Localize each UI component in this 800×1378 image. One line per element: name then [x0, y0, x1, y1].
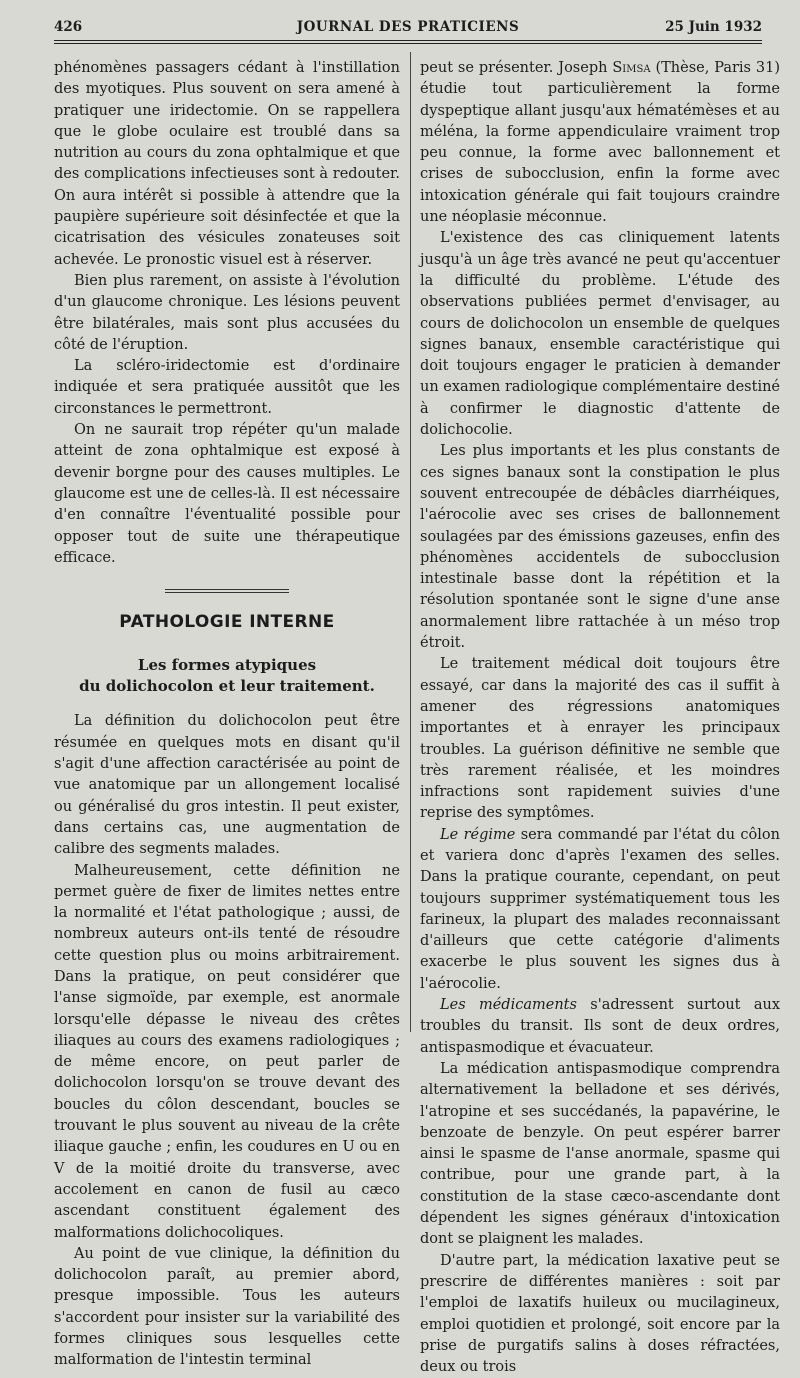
article-title-line: Les formes atypiques	[137, 656, 317, 675]
paragraph: Le traitement médical doit toujours être essayé, car dans la majorité des cas il suffit à amener des régressions anatomiques importantes et à enrayer les principaux troubles. La guérison définitive ne semble que très rarement réalisée, et les moindres infractions sont rapidement suivies d'une reprise des symptômes.	[420, 656, 780, 822]
header-rule	[54, 40, 762, 44]
paragraph: Les plus importants et les plus constants de ces signes banaux sont la constipation le plus souvent entrecoupée de débâcles diarrhéiques, l'aérocolie avec ses crises de ballonnement soulagées par des émissions gazeuses, enfin des phénomènes accidentels de subocclusion intestinale basse dont la répétition et la résolution spontanée sont le signe d'une anse anormalement libre rattachée à un méso trop étroit.	[420, 443, 780, 652]
paragraph: phénomènes passagers cédant à l'instillation des myotiques. Plus souvent on sera amené à pratiquer une iridectomie. On se rappellera que le globe oculaire est troublé dans sa nutrition au cours du zona ophtalmique et que des complications infectieuses sont à redouter. On aura intérêt si possible à attendre que la paupière supérieure soit désinfectée et que la cicatrisation des vésicules zonateuses soit achevée. Le pronostic visuel est à réserver.	[54, 60, 400, 268]
right-column	[420, 58, 780, 1378]
paragraph: La médication antispasmodique comprendra alternativement la belladone et ses dérivés, l'atropine et ses succédanés, la papavérine, le benzoate de benzyle. On peut espérer barrer ainsi le spasme de l'anse anormale, spasme qui contribue, pour une grande part, à la constitution de la stase cæco-ascendante dont dépendent les signes généraux d'intoxication dont se plaignent les malades.	[420, 1060, 780, 1248]
paragraph	[420, 58, 780, 228]
italic-lead: Le régime	[440, 826, 516, 843]
left-column	[54, 58, 400, 1372]
text-run: peut se présenter. Joseph	[420, 60, 613, 76]
paragraph: On ne saurait trop répéter qu'un malade atteint de zona ophtalmique est exposé à devenir borgne pour des causes multiples. Le glaucome est une de celles-là. Il est nécessaire d'en connaître l'éventualité possible pour opposer tout de suite une thérapeutique efficace.	[54, 422, 400, 566]
issue-date: 25 Juin 1932	[665, 19, 762, 35]
page-number: 426	[54, 19, 83, 35]
text-run: (Thèse, Paris 31) étudie tout particulièrement la forme dyspeptique allant jusqu'aux hématémèses et au méléna, la forme appendiculaire vraiment trop peu connue, la forme avec ballonnement et crises de subocclusion, enfin la forme avec intoxication générale qui fait toujours craindre une néoplasie méconnue.	[420, 60, 781, 226]
text-run: s'adressent surtout aux troubles du transit. Ils sont de deux ordres, antispasmodique et évacuateur.	[420, 997, 780, 1056]
paragraph: Bien plus rarement, on assiste à l'évolution d'un glaucome chronique. Les lésions peuvent être bilatérales, mais sont plus accusées du côté de l'éruption.	[54, 272, 400, 353]
article-title	[54, 655, 400, 697]
author-name: Simsa	[612, 60, 651, 76]
paragraph: D'autre part, la médication laxative peut se prescrire de différentes manières : soit par l'emploi de laxatifs huileux ou mucilagineux, emploi quotidien et prolongé, soit encore par la prise de purgatifs salins à doses réfractées, deux ou trois	[420, 1252, 780, 1376]
italic-lead: Les médicaments	[440, 997, 577, 1014]
paragraph: La définition du dolichocolon peut être résumée en quelques mots en disant qu'il s'agit d'une affection caractérisée au point de vue anatomique par un allongement localisé ou généralisé du gros intestin. Il peut exister, dans certains cas, une augmentation de calibre des segments malades.	[54, 713, 400, 858]
running-header	[54, 17, 762, 39]
column-divider	[410, 52, 411, 1032]
text-run: sera commandé par l'état du côlon et variera donc d'après l'examen des selles. Dans la pratique courante, cependant, on peut toujours supprimer systématiquement tous les farineux, la plupart des malades reconnaissant d'ailleurs que cette catégorie d'aliments exacerbe le plus souvent les signes dus à l'aérocolie.	[420, 826, 780, 992]
paragraph: L'existence des cas cliniquement latents jusqu'à un âge très avancé ne peut qu'accentuer la difficulté du problème. L'étude des observations publiées permet d'envisager, au cours de dolichocolon un ensemble de quelques signes banaux, ensemble caractéristique qui doit toujours engager le praticien à demander un examen radiologique complémentaire destiné à confirmer le diagnostic d'attente de dolichocolie.	[420, 230, 780, 439]
paragraph: Malheureusement, cette définition ne permet guère de fixer de limites nettes entre la normalité et l'état pathologique ; aussi, de nombreux auteurs ont-ils tenté de résoudre cette question plus ou moins arbitrairement. Dans la pratique, on peut considérer que l'anse sigmoïde, par exemple, est anormale lorsqu'elle dépasse le niveau des crêtes iliaques au cours des examens radiologiques ; de même encore, on peut parler de dolichocolon lorsqu'on se trouve devant des boucles du côlon descendant, boucles se trouvant le plus souvent au niveau de la crête iliaque gauche ; enfin, les coudures en U ou en V de la moitié droite du transverse, avec accolement en canon de fusil au cæco ascendant constituent également des malformations dolichocoliques.	[54, 862, 400, 1241]
journal-title: JOURNAL DES PRATICIENS	[296, 19, 520, 35]
paragraph: La scléro-iridectomie est d'ordinaire indiquée et sera pratiquée aussitôt que les circonstances le permettront.	[54, 358, 400, 417]
article-title-line: du dolichocolon et leur traitement.	[79, 677, 375, 696]
paragraph: Au point de vue clinique, la définition du dolichocolon paraît, au premier abord, presque impossible. Tous les auteurs s'accordent pour insister sur la variabilité des formes cliniques sous lesquelles cette malformation de l'intestin terminal	[54, 1245, 400, 1369]
section-title: PATHOLOGIE INTERNE	[119, 612, 335, 633]
paragraph	[420, 825, 780, 995]
section-separator	[165, 589, 289, 593]
paragraph	[420, 995, 780, 1059]
